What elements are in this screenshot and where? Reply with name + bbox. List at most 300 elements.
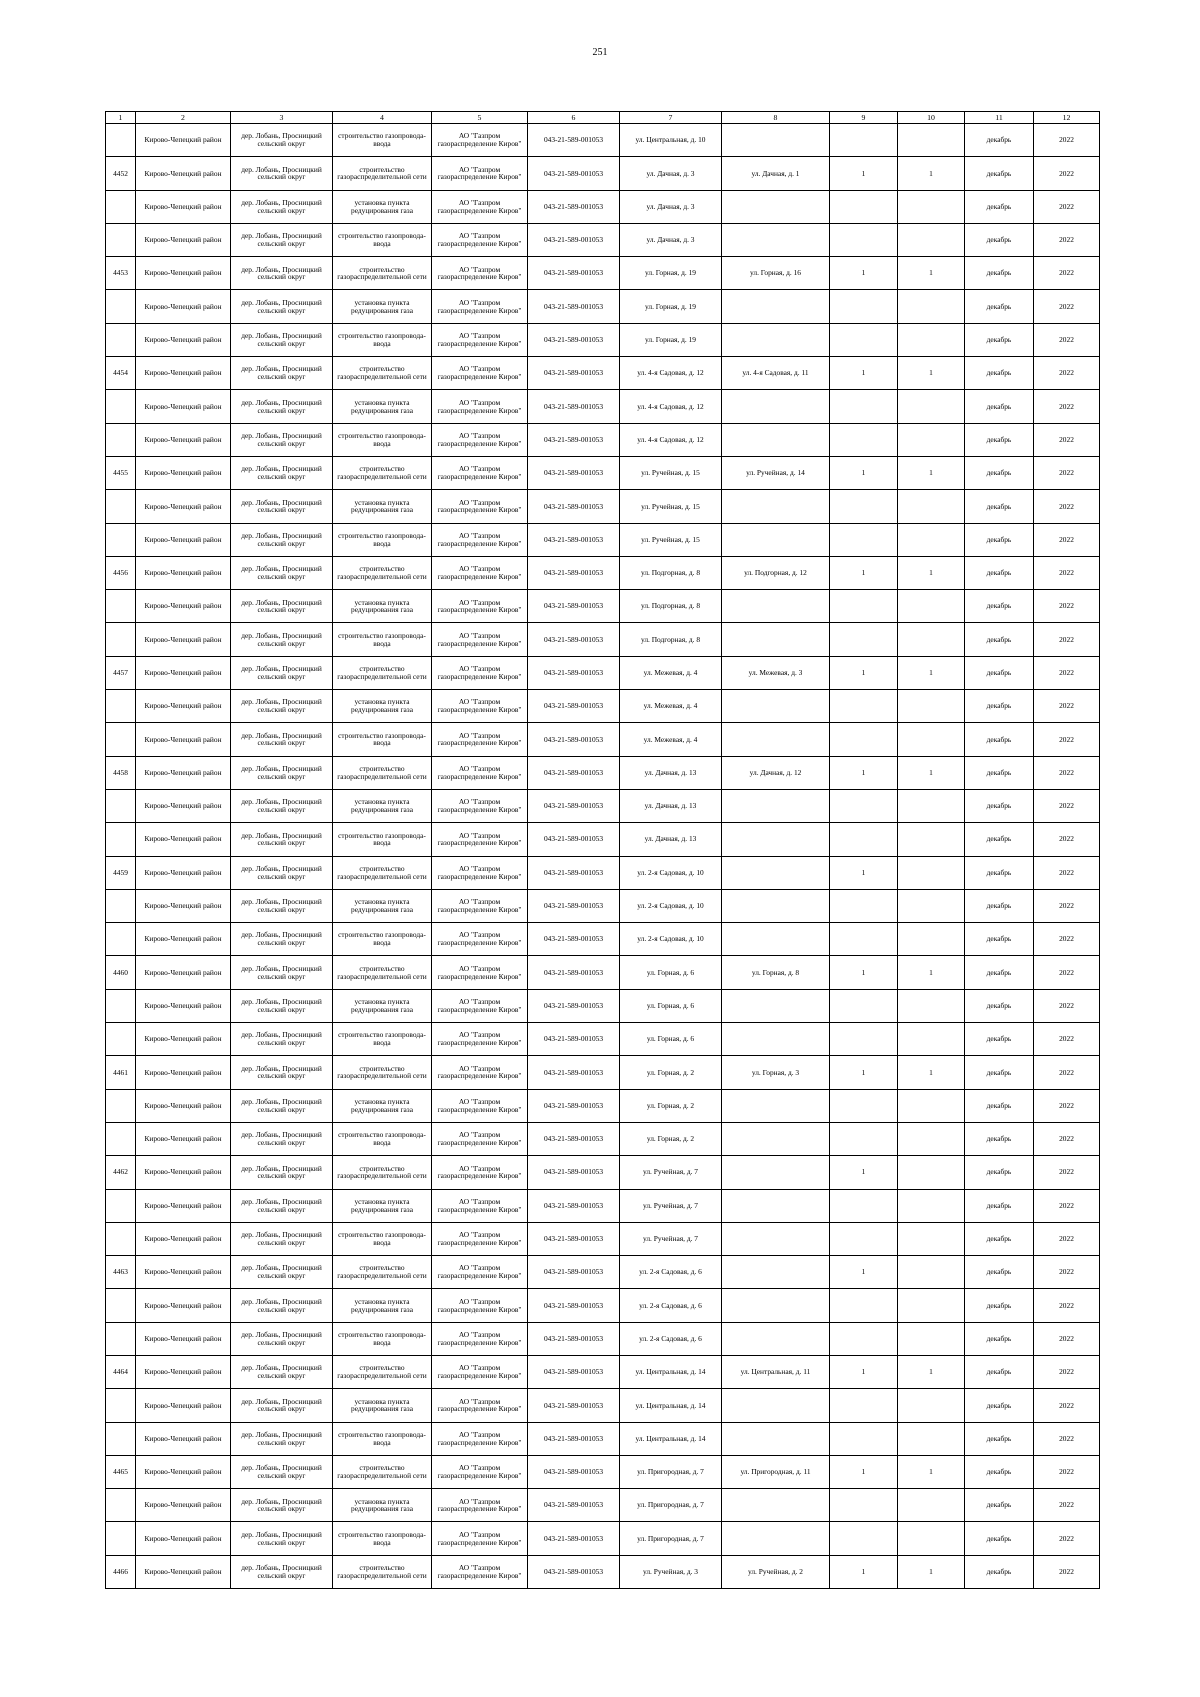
table-row (106, 1422, 1100, 1455)
count-b-cell (898, 1422, 965, 1455)
work-type-cell: строительство газораспределительной сети (333, 956, 432, 989)
row-number-cell (106, 223, 136, 256)
district-cell: Кирово-Чепецкий район (136, 124, 231, 157)
work-type-cell: строительство газопровода-ввода (333, 323, 432, 356)
count-b-cell (898, 490, 965, 523)
month-cell: декабрь (965, 1389, 1034, 1422)
row-number-cell (106, 1089, 136, 1122)
row-number-cell (106, 823, 136, 856)
count-a-cell (830, 923, 898, 956)
connection-address-cell: ул. Подгорная, д. 8 (620, 556, 722, 589)
work-type-cell: установка пункта редуцирования газа (333, 1289, 432, 1322)
license-number-cell: 043-21-589-001053 (528, 1089, 620, 1122)
count-a-cell (830, 323, 898, 356)
count-b-cell (898, 1322, 965, 1355)
connection-address-cell: ул. Пригородная, д. 7 (620, 1489, 722, 1522)
year-cell: 2022 (1034, 1389, 1100, 1422)
organization-cell: АО "Газпром газораспределение Киров" (432, 1522, 528, 1555)
count-a-cell: 1 (830, 1355, 898, 1388)
count-b-cell (898, 390, 965, 423)
license-number-cell: 043-21-589-001053 (528, 423, 620, 456)
district-cell: Кирово-Чепецкий район (136, 190, 231, 223)
gas-connection-registry-table (105, 111, 1100, 1589)
organization-cell: АО "Газпром газораспределение Киров" (432, 357, 528, 390)
connection-address-cell: ул. Подгорная, д. 8 (620, 623, 722, 656)
month-cell: декабрь (965, 756, 1034, 789)
work-type-cell: установка пункта редуцирования газа (333, 989, 432, 1022)
month-cell: декабрь (965, 856, 1034, 889)
settlement-cell: дер. Лобань, Просницкий сельский округ (231, 1489, 333, 1522)
settlement-cell: дер. Лобань, Просницкий сельский округ (231, 1522, 333, 1555)
connection-address-cell: ул. Дачная, д. 13 (620, 789, 722, 822)
license-number-cell: 043-21-589-001053 (528, 1422, 620, 1455)
license-number-cell: 043-21-589-001053 (528, 923, 620, 956)
count-b-cell (898, 124, 965, 157)
connection-address-cell: ул. Горная, д. 6 (620, 1023, 722, 1056)
district-cell: Кирово-Чепецкий район (136, 390, 231, 423)
count-a-cell (830, 490, 898, 523)
district-cell: Кирово-Чепецкий район (136, 1389, 231, 1422)
count-a-cell (830, 1522, 898, 1555)
year-cell: 2022 (1034, 623, 1100, 656)
table-row (106, 823, 1100, 856)
month-cell: декабрь (965, 956, 1034, 989)
count-a-cell (830, 124, 898, 157)
object-address-cell (722, 124, 830, 157)
table-row (106, 956, 1100, 989)
work-type-cell: установка пункта редуцирования газа (333, 490, 432, 523)
count-a-cell (830, 989, 898, 1022)
organization-cell: АО "Газпром газораспределение Киров" (432, 1222, 528, 1255)
month-cell: декабрь (965, 1023, 1034, 1056)
object-address-cell: ул. Горная, д. 3 (722, 1056, 830, 1089)
connection-address-cell: ул. 2-я Садовая, д. 6 (620, 1322, 722, 1355)
object-address-cell: ул. Межевая, д. 3 (722, 656, 830, 689)
table-row (106, 1023, 1100, 1056)
work-type-cell: установка пункта редуцирования газа (333, 1389, 432, 1422)
organization-cell: АО "Газпром газораспределение Киров" (432, 989, 528, 1022)
count-a-cell (830, 823, 898, 856)
district-cell: Кирово-Чепецкий район (136, 1189, 231, 1222)
count-b-cell (898, 190, 965, 223)
table-row (106, 490, 1100, 523)
work-type-cell: строительство газопровода-ввода (333, 923, 432, 956)
object-address-cell (722, 1023, 830, 1056)
district-cell: Кирово-Чепецкий район (136, 323, 231, 356)
table-row (106, 523, 1100, 556)
year-cell: 2022 (1034, 956, 1100, 989)
connection-address-cell: ул. 2-я Садовая, д. 10 (620, 856, 722, 889)
row-number-cell (106, 490, 136, 523)
month-cell: декабрь (965, 290, 1034, 323)
settlement-cell: дер. Лобань, Просницкий сельский округ (231, 490, 333, 523)
license-number-cell: 043-21-589-001053 (528, 856, 620, 889)
work-type-cell: установка пункта редуцирования газа (333, 889, 432, 922)
count-a-cell: 1 (830, 756, 898, 789)
count-b-cell (898, 1023, 965, 1056)
object-address-cell (722, 789, 830, 822)
count-b-cell (898, 989, 965, 1022)
connection-address-cell: ул. Дачная, д. 3 (620, 190, 722, 223)
month-cell: декабрь (965, 423, 1034, 456)
year-cell: 2022 (1034, 923, 1100, 956)
header-cell: 5 (432, 112, 528, 124)
settlement-cell: дер. Лобань, Просницкий сельский округ (231, 1189, 333, 1222)
settlement-cell: дер. Лобань, Просницкий сельский округ (231, 1122, 333, 1155)
count-b-cell: 1 (898, 1555, 965, 1588)
settlement-cell: дер. Лобань, Просницкий сельский округ (231, 1389, 333, 1422)
work-type-cell: установка пункта редуцирования газа (333, 1189, 432, 1222)
count-b-cell (898, 523, 965, 556)
object-address-cell (722, 989, 830, 1022)
table-row (106, 1289, 1100, 1322)
month-cell: декабрь (965, 1355, 1034, 1388)
organization-cell: АО "Газпром газораспределение Киров" (432, 1289, 528, 1322)
district-cell: Кирово-Чепецкий район (136, 157, 231, 190)
settlement-cell: дер. Лобань, Просницкий сельский округ (231, 723, 333, 756)
header-cell: 8 (722, 112, 830, 124)
object-address-cell (722, 1322, 830, 1355)
table-row (106, 1455, 1100, 1488)
district-cell: Кирово-Чепецкий район (136, 223, 231, 256)
month-cell: декабрь (965, 490, 1034, 523)
month-cell: декабрь (965, 1189, 1034, 1222)
connection-address-cell: ул. Горная, д. 6 (620, 989, 722, 1022)
object-address-cell (722, 1089, 830, 1122)
column-number-header-row (106, 112, 1100, 124)
row-number-cell (106, 1222, 136, 1255)
count-a-cell: 1 (830, 456, 898, 489)
year-cell: 2022 (1034, 1455, 1100, 1488)
month-cell: декабрь (965, 1422, 1034, 1455)
month-cell: декабрь (965, 789, 1034, 822)
connection-address-cell: ул. Центральная, д. 14 (620, 1422, 722, 1455)
count-a-cell (830, 789, 898, 822)
license-number-cell: 043-21-589-001053 (528, 556, 620, 589)
year-cell: 2022 (1034, 1355, 1100, 1388)
connection-address-cell: ул. Межевая, д. 4 (620, 723, 722, 756)
count-a-cell (830, 1389, 898, 1422)
object-address-cell: ул. Центральная, д. 11 (722, 1355, 830, 1388)
work-type-cell: установка пункта редуцирования газа (333, 290, 432, 323)
district-cell: Кирово-Чепецкий район (136, 1489, 231, 1522)
license-number-cell: 043-21-589-001053 (528, 157, 620, 190)
row-number-cell (106, 290, 136, 323)
work-type-cell: установка пункта редуцирования газа (333, 390, 432, 423)
district-cell: Кирово-Чепецкий район (136, 257, 231, 290)
count-a-cell: 1 (830, 1256, 898, 1289)
license-number-cell: 043-21-589-001053 (528, 323, 620, 356)
district-cell: Кирово-Чепецкий район (136, 290, 231, 323)
connection-address-cell: ул. Дачная, д. 13 (620, 823, 722, 856)
district-cell: Кирово-Чепецкий район (136, 690, 231, 723)
organization-cell: АО "Газпром газораспределение Киров" (432, 889, 528, 922)
settlement-cell: дер. Лобань, Просницкий сельский округ (231, 390, 333, 423)
license-number-cell: 043-21-589-001053 (528, 1189, 620, 1222)
year-cell: 2022 (1034, 1222, 1100, 1255)
header-cell: 10 (898, 112, 965, 124)
month-cell: декабрь (965, 223, 1034, 256)
work-type-cell: установка пункта редуцирования газа (333, 1089, 432, 1122)
connection-address-cell: ул. Ручейная, д. 15 (620, 456, 722, 489)
settlement-cell: дер. Лобань, Просницкий сельский округ (231, 1023, 333, 1056)
month-cell: декабрь (965, 157, 1034, 190)
settlement-cell: дер. Лобань, Просницкий сельский округ (231, 290, 333, 323)
work-type-cell: строительство газораспределительной сети (333, 656, 432, 689)
settlement-cell: дер. Лобань, Просницкий сельский округ (231, 323, 333, 356)
organization-cell: АО "Газпром газораспределение Киров" (432, 223, 528, 256)
settlement-cell: дер. Лобань, Просницкий сельский округ (231, 124, 333, 157)
license-number-cell: 043-21-589-001053 (528, 789, 620, 822)
row-number-cell (106, 1122, 136, 1155)
work-type-cell: строительство газораспределительной сети (333, 1256, 432, 1289)
organization-cell: АО "Газпром газораспределение Киров" (432, 1089, 528, 1122)
row-number-cell: 4456 (106, 556, 136, 589)
license-number-cell: 043-21-589-001053 (528, 1389, 620, 1422)
count-a-cell (830, 223, 898, 256)
settlement-cell: дер. Лобань, Просницкий сельский округ (231, 1422, 333, 1455)
organization-cell: АО "Газпром газораспределение Киров" (432, 956, 528, 989)
table-row (106, 623, 1100, 656)
district-cell: Кирово-Чепецкий район (136, 656, 231, 689)
table-row (106, 556, 1100, 589)
object-address-cell (722, 390, 830, 423)
district-cell: Кирово-Чепецкий район (136, 1122, 231, 1155)
object-address-cell (722, 490, 830, 523)
district-cell: Кирово-Чепецкий район (136, 1422, 231, 1455)
license-number-cell: 043-21-589-001053 (528, 1455, 620, 1488)
work-type-cell: строительство газопровода-ввода (333, 1023, 432, 1056)
count-b-cell (898, 1089, 965, 1122)
settlement-cell: дер. Лобань, Просницкий сельский округ (231, 789, 333, 822)
month-cell: декабрь (965, 323, 1034, 356)
district-cell: Кирово-Чепецкий район (136, 1455, 231, 1488)
connection-address-cell: ул. Ручейная, д. 7 (620, 1156, 722, 1189)
connection-address-cell: ул. Горная, д. 2 (620, 1089, 722, 1122)
organization-cell: АО "Газпром газораспределение Киров" (432, 656, 528, 689)
license-number-cell: 043-21-589-001053 (528, 1122, 620, 1155)
settlement-cell: дер. Лобань, Просницкий сельский округ (231, 456, 333, 489)
table-row (106, 423, 1100, 456)
count-a-cell: 1 (830, 1056, 898, 1089)
table-row (106, 889, 1100, 922)
connection-address-cell: ул. Горная, д. 19 (620, 290, 722, 323)
row-number-cell (106, 723, 136, 756)
district-cell: Кирово-Чепецкий район (136, 523, 231, 556)
row-number-cell (106, 623, 136, 656)
header-cell: 11 (965, 112, 1034, 124)
work-type-cell: строительство газопровода-ввода (333, 1322, 432, 1355)
count-a-cell (830, 1222, 898, 1255)
district-cell: Кирово-Чепецкий район (136, 556, 231, 589)
table-body (106, 112, 1100, 1589)
object-address-cell (722, 190, 830, 223)
district-cell: Кирово-Чепецкий район (136, 590, 231, 623)
settlement-cell: дер. Лобань, Просницкий сельский округ (231, 223, 333, 256)
count-b-cell: 1 (898, 1455, 965, 1488)
row-number-cell (106, 1023, 136, 1056)
settlement-cell: дер. Лобань, Просницкий сельский округ (231, 157, 333, 190)
settlement-cell: дер. Лобань, Просницкий сельский округ (231, 1222, 333, 1255)
count-b-cell (898, 923, 965, 956)
table-row (106, 723, 1100, 756)
organization-cell: АО "Газпром газораспределение Киров" (432, 789, 528, 822)
year-cell: 2022 (1034, 590, 1100, 623)
organization-cell: АО "Газпром газораспределение Киров" (432, 556, 528, 589)
connection-address-cell: ул. Центральная, д. 14 (620, 1355, 722, 1388)
year-cell: 2022 (1034, 1189, 1100, 1222)
count-b-cell: 1 (898, 756, 965, 789)
license-number-cell: 043-21-589-001053 (528, 1489, 620, 1522)
year-cell: 2022 (1034, 656, 1100, 689)
object-address-cell: ул. Горная, д. 16 (722, 257, 830, 290)
month-cell: декабрь (965, 357, 1034, 390)
organization-cell: АО "Газпром газораспределение Киров" (432, 1555, 528, 1588)
work-type-cell: строительство газораспределительной сети (333, 856, 432, 889)
organization-cell: АО "Газпром газораспределение Киров" (432, 390, 528, 423)
work-type-cell: строительство газораспределительной сети (333, 1355, 432, 1388)
count-b-cell (898, 290, 965, 323)
connection-address-cell: ул. 2-я Садовая, д. 10 (620, 889, 722, 922)
object-address-cell (722, 856, 830, 889)
organization-cell: АО "Газпром газораспределение Киров" (432, 290, 528, 323)
settlement-cell: дер. Лобань, Просницкий сельский округ (231, 1322, 333, 1355)
table-row (106, 257, 1100, 290)
table-row (106, 1222, 1100, 1255)
table-row (106, 1522, 1100, 1555)
work-type-cell: строительство газораспределительной сети (333, 756, 432, 789)
count-b-cell: 1 (898, 157, 965, 190)
district-cell: Кирово-Чепецкий район (136, 1222, 231, 1255)
organization-cell: АО "Газпром газораспределение Киров" (432, 1189, 528, 1222)
count-a-cell: 1 (830, 856, 898, 889)
row-number-cell (106, 390, 136, 423)
table-row (106, 290, 1100, 323)
organization-cell: АО "Газпром газораспределение Киров" (432, 590, 528, 623)
year-cell: 2022 (1034, 1056, 1100, 1089)
year-cell: 2022 (1034, 1422, 1100, 1455)
object-address-cell (722, 889, 830, 922)
table-row (106, 1256, 1100, 1289)
row-number-cell (106, 1189, 136, 1222)
count-b-cell (898, 1522, 965, 1555)
count-a-cell: 1 (830, 956, 898, 989)
count-a-cell (830, 190, 898, 223)
connection-address-cell: ул. 2-я Садовая, д. 6 (620, 1289, 722, 1322)
object-address-cell: ул. Дачная, д. 12 (722, 756, 830, 789)
connection-address-cell: ул. 2-я Садовая, д. 10 (620, 923, 722, 956)
row-number-cell (106, 690, 136, 723)
count-a-cell (830, 690, 898, 723)
settlement-cell: дер. Лобань, Просницкий сельский округ (231, 1056, 333, 1089)
settlement-cell: дер. Лобань, Просницкий сельский округ (231, 656, 333, 689)
count-b-cell (898, 1389, 965, 1422)
object-address-cell (722, 290, 830, 323)
year-cell: 2022 (1034, 1023, 1100, 1056)
license-number-cell: 043-21-589-001053 (528, 889, 620, 922)
month-cell: декабрь (965, 823, 1034, 856)
header-cell: 3 (231, 112, 333, 124)
table-row (106, 1056, 1100, 1089)
month-cell: декабрь (965, 124, 1034, 157)
year-cell: 2022 (1034, 556, 1100, 589)
license-number-cell: 043-21-589-001053 (528, 257, 620, 290)
settlement-cell: дер. Лобань, Просницкий сельский округ (231, 1355, 333, 1388)
work-type-cell: строительство газораспределительной сети (333, 257, 432, 290)
settlement-cell: дер. Лобань, Просницкий сельский округ (231, 257, 333, 290)
count-a-cell (830, 1189, 898, 1222)
year-cell: 2022 (1034, 989, 1100, 1022)
connection-address-cell: ул. Горная, д. 19 (620, 257, 722, 290)
header-cell: 2 (136, 112, 231, 124)
table-row (106, 1122, 1100, 1155)
work-type-cell: установка пункта редуцирования газа (333, 690, 432, 723)
district-cell: Кирово-Чепецкий район (136, 1256, 231, 1289)
connection-address-cell: ул. Горная, д. 19 (620, 323, 722, 356)
year-cell: 2022 (1034, 690, 1100, 723)
count-a-cell (830, 390, 898, 423)
count-a-cell: 1 (830, 1156, 898, 1189)
district-cell: Кирово-Чепецкий район (136, 1522, 231, 1555)
settlement-cell: дер. Лобань, Просницкий сельский округ (231, 1555, 333, 1588)
count-b-cell (898, 590, 965, 623)
license-number-cell: 043-21-589-001053 (528, 623, 620, 656)
table-row (106, 1156, 1100, 1189)
district-cell: Кирово-Чепецкий район (136, 789, 231, 822)
organization-cell: АО "Газпром газораспределение Киров" (432, 756, 528, 789)
row-number-cell: 4453 (106, 257, 136, 290)
district-cell: Кирово-Чепецкий район (136, 1289, 231, 1322)
license-number-cell: 043-21-589-001053 (528, 1056, 620, 1089)
count-b-cell (898, 789, 965, 822)
year-cell: 2022 (1034, 1256, 1100, 1289)
connection-address-cell: ул. Ручейная, д. 7 (620, 1222, 722, 1255)
district-cell: Кирово-Чепецкий район (136, 923, 231, 956)
work-type-cell: строительство газопровода-ввода (333, 223, 432, 256)
table-row (106, 789, 1100, 822)
row-number-cell (106, 323, 136, 356)
count-b-cell (898, 1289, 965, 1322)
year-cell: 2022 (1034, 223, 1100, 256)
organization-cell: АО "Газпром газораспределение Киров" (432, 190, 528, 223)
organization-cell: АО "Газпром газораспределение Киров" (432, 124, 528, 157)
connection-address-cell: ул. Межевая, д. 4 (620, 690, 722, 723)
count-b-cell: 1 (898, 456, 965, 489)
month-cell: декабрь (965, 1289, 1034, 1322)
district-cell: Кирово-Чепецкий район (136, 889, 231, 922)
object-address-cell (722, 723, 830, 756)
district-cell: Кирово-Чепецкий район (136, 823, 231, 856)
row-number-cell: 4454 (106, 357, 136, 390)
month-cell: декабрь (965, 456, 1034, 489)
license-number-cell: 043-21-589-001053 (528, 656, 620, 689)
count-a-cell (830, 1322, 898, 1355)
month-cell: декабрь (965, 889, 1034, 922)
month-cell: декабрь (965, 1522, 1034, 1555)
row-number-cell (106, 590, 136, 623)
work-type-cell: строительство газопровода-ввода (333, 1222, 432, 1255)
district-cell: Кирово-Чепецкий район (136, 1056, 231, 1089)
month-cell: декабрь (965, 923, 1034, 956)
count-a-cell (830, 1289, 898, 1322)
settlement-cell: дер. Лобань, Просницкий сельский округ (231, 889, 333, 922)
organization-cell: АО "Газпром газораспределение Киров" (432, 1355, 528, 1388)
work-type-cell: строительство газораспределительной сети (333, 157, 432, 190)
organization-cell: АО "Газпром газораспределение Киров" (432, 623, 528, 656)
row-number-cell (106, 923, 136, 956)
year-cell: 2022 (1034, 1289, 1100, 1322)
table-row (106, 1389, 1100, 1422)
